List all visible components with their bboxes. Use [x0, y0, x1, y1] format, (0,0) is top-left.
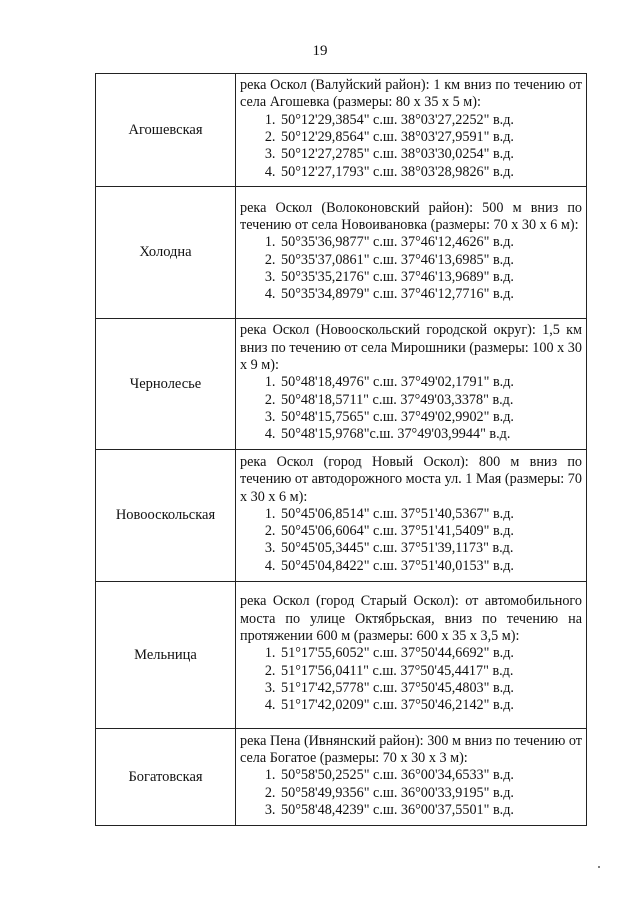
scan-speck	[598, 866, 600, 868]
coordinate-item: 3. 50°48'15,7565" с.ш. 37°49'02,9902" в.д.	[279, 409, 582, 426]
coordinate-item: 2. 50°35'37,0861" с.ш. 37°46'13,6985" в.д.	[279, 252, 582, 269]
site-description-cell	[236, 729, 587, 826]
table-row	[96, 74, 587, 187]
coordinate-item: 2. 50°45'06,6064" с.ш. 37°51'41,5409" в.д.	[279, 523, 582, 540]
site-name: Мельница	[96, 582, 236, 729]
site-description: река Пена (Ивнянский район): 300 м вниз по течению от села Богатое (размеры: 70 х 30 х 3 м):	[240, 732, 582, 767]
coordinate-item: 1. 51°17'55,6052" с.ш. 37°50'44,6692" в.д.	[279, 645, 582, 662]
coordinate-item: 4. 50°12'27,1793" с.ш. 38°03'28,9826" в.д.	[279, 164, 582, 181]
table-row	[96, 582, 587, 729]
coordinate-item: 1. 50°35'36,9877" с.ш. 37°46'12,4626" в.д.	[279, 234, 582, 251]
site-name: Чернолесье	[96, 319, 236, 450]
coordinate-item: 1. 50°45'06,8514" с.ш. 37°51'40,5367" в.д.	[279, 506, 582, 523]
coordinate-item: 4. 50°45'04,8422" с.ш. 37°51'40,0153" в.д.	[279, 558, 582, 575]
coordinate-list	[240, 645, 582, 714]
site-description: река Оскол (Новооскольский городской округ): 1,5 км вниз по течению от села Мирошники (размеры: 100 х 30 х 9 м):	[240, 322, 582, 374]
site-name: Богатовская	[96, 729, 236, 826]
site-description-cell	[236, 187, 587, 319]
coordinate-item: 3. 50°35'35,2176" с.ш. 37°46'13,9689" в.д.	[279, 269, 582, 286]
site-description-cell	[236, 319, 587, 450]
site-description-cell	[236, 582, 587, 729]
coordinate-item: 3. 50°12'27,2785" с.ш. 38°03'30,0254" в.д.	[279, 146, 582, 163]
table-row	[96, 319, 587, 450]
site-name: Новооскольская	[96, 450, 236, 582]
coordinate-list	[240, 374, 582, 443]
site-description: река Оскол (город Новый Оскол): 800 м вниз по течению от автодорожного моста ул. 1 Мая (размеры: 70 х 30 х 6 м):	[240, 453, 582, 505]
coordinate-list	[240, 234, 582, 303]
coordinate-item: 2. 50°12'29,8564" с.ш. 38°03'27,9591" в.д.	[279, 129, 582, 146]
coordinate-item: 1. 50°58'50,2525" с.ш. 36°00'34,6533" в.д.	[279, 767, 582, 784]
coordinate-item: 4. 51°17'42,0209" с.ш. 37°50'46,2142" в.д.	[279, 697, 582, 714]
site-description-cell	[236, 450, 587, 582]
coordinate-item: 1. 50°12'29,3854" с.ш. 38°03'27,2252" в.д.	[279, 112, 582, 129]
site-description: река Оскол (Валуйский район): 1 км вниз по течению от села Агошевка (размеры: 80 х 35 х 5 м):	[240, 77, 582, 111]
site-description: река Оскол (Волоконовский район): 500 м вниз по течению от села Новоивановка (размеры: 70 х 30 х 6 м):	[240, 199, 582, 233]
coordinate-item: 2. 50°58'49,9356" с.ш. 36°00'33,9195" в.д.	[279, 785, 582, 802]
page-number: 19	[312, 43, 328, 59]
table-row	[96, 729, 587, 826]
coordinate-item: 3. 50°45'05,3445" с.ш. 37°51'39,1173" в.д.	[279, 540, 582, 557]
coordinate-item: 3. 51°17'42,5778" с.ш. 37°50'45,4803" в.д.	[279, 680, 582, 697]
coordinate-list	[240, 112, 582, 181]
table-row	[96, 187, 587, 319]
coordinate-list	[240, 767, 582, 819]
table-row	[96, 450, 587, 582]
coordinate-item: 3. 50°58'48,4239" с.ш. 36°00'37,5501" в.д.	[279, 802, 582, 819]
coordinate-item: 2. 51°17'56,0411" с.ш. 37°50'45,4417" в.д.	[279, 663, 582, 680]
site-description: река Оскол (город Старый Оскол): от автомобильного моста по улице Октябрьская, вниз по течению на протяжении 600 м (размеры: 600 х 35 х 3,5 м):	[240, 593, 582, 645]
sites-table-body	[96, 74, 587, 826]
site-description-cell	[236, 74, 587, 187]
coordinate-item: 4. 50°35'34,8979" с.ш. 37°46'12,7716" в.д.	[279, 286, 582, 303]
coordinate-item: 2. 50°48'18,5711" с.ш. 37°49'03,3378" в.д.	[279, 392, 582, 409]
coordinate-list	[240, 506, 582, 575]
sites-table	[95, 73, 587, 826]
coordinate-item: 1. 50°48'18,4976" с.ш. 37°49'02,1791" в.д.	[279, 374, 582, 391]
site-name: Холодна	[96, 187, 236, 319]
coordinate-item: 4. 50°48'15,9768"с.ш. 37°49'03,9944" в.д.	[279, 426, 582, 443]
site-name: Агошевская	[96, 74, 236, 187]
